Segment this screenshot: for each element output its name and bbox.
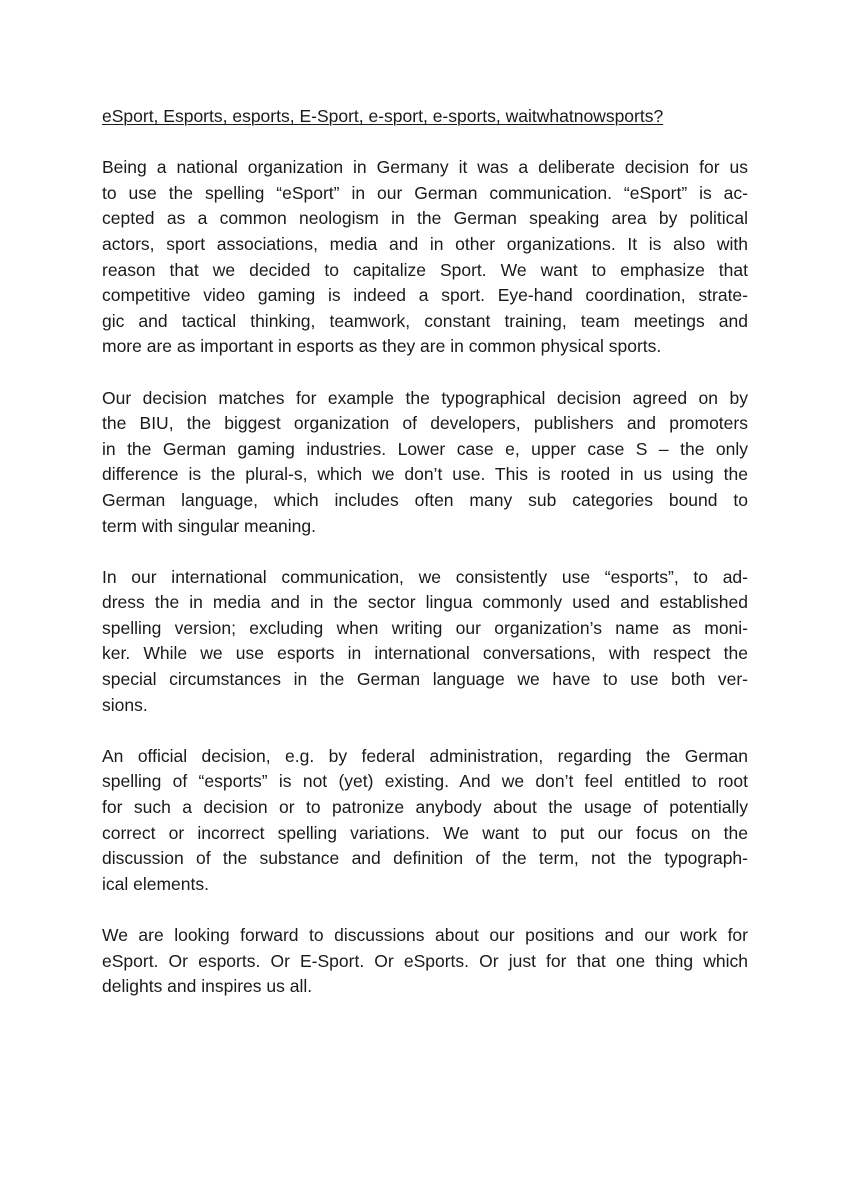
- paragraph-international-communication: [102, 565, 748, 719]
- paragraph-line: reason that we decided to capitalize Sport. We want to emphasize that: [102, 259, 748, 280]
- paragraph-line: cepted as a common neologism in the German speaking area by political: [102, 208, 748, 229]
- paragraph-line: gic and tactical thinking, teamwork, constant training, team meetings and: [102, 310, 748, 331]
- document-title: eSport, Esports, esports, E-Sport, e-sport, e-sports, waitwhatnowsports?: [102, 106, 664, 126]
- paragraph-line: ker. While we use esports in international conversations, with respect the: [102, 643, 748, 664]
- paragraph-line: discussion of the substance and definition of the term, not the typograph-: [102, 848, 748, 869]
- paragraph-line: Our decision matches for example the typographical decision agreed on by: [102, 387, 748, 408]
- paragraph-line: An official decision, e.g. by federal administration, regarding the German: [102, 745, 748, 766]
- paragraph-line: term with singular meaning.: [102, 515, 316, 536]
- paragraph-line: for such a decision or to patronize anybody about the usage of potentially: [102, 797, 748, 818]
- paragraph-line: correct or incorrect spelling variations. We want to put our focus on the: [102, 822, 748, 843]
- paragraph-line: spelling version; excluding when writing our organization’s name as moni-: [102, 617, 748, 638]
- paragraph-closing: [102, 923, 748, 1000]
- paragraph-line: competitive video gaming is indeed a sport. Eye-hand coordination, strate-: [102, 285, 748, 306]
- paragraph-line: to use the spelling “eSport” in our German communication. “eSport” is ac-: [102, 182, 748, 203]
- paragraph-line: special circumstances in the German language we have to use both ver-: [102, 669, 748, 690]
- paragraph-line: the BIU, the biggest organization of developers, publishers and promoters: [102, 413, 748, 434]
- paragraph-line: spelling of “esports” is not (yet) existing. And we don’t feel entitled to root: [102, 771, 748, 792]
- paragraph-spelling-decision: [102, 155, 748, 360]
- paragraph-biu-decision: [102, 386, 748, 540]
- paragraph-line: dress the in media and in the sector lingua commonly used and established: [102, 592, 748, 613]
- document-page: [102, 104, 748, 1025]
- paragraph-line: Being a national organization in Germany it was a deliberate decision for us: [102, 157, 748, 178]
- paragraph-line: difference is the plural-s, which we don’t use. This is rooted in us using the: [102, 464, 748, 485]
- paragraph-line: ical elements.: [102, 873, 209, 894]
- paragraph-official-decision: [102, 744, 748, 898]
- paragraph-line: In our international communication, we consistently use “esports”, to ad-: [102, 566, 748, 587]
- paragraph-line: sions.: [102, 694, 148, 715]
- paragraph-line: We are looking forward to discussions about our positions and our work for: [102, 925, 748, 945]
- paragraph-line: German language, which includes often many sub categories bound to: [102, 489, 748, 510]
- paragraph-line: eSport. Or esports. Or E-Sport. Or eSports. Or just for that one thing which: [102, 950, 748, 971]
- paragraph-line: delights and inspires us all.: [102, 976, 313, 997]
- paragraph-line: actors, sport associations, media and in other organizations. It is also with: [102, 233, 748, 254]
- paragraph-line: in the German gaming industries. Lower case e, upper case S – the only: [102, 438, 748, 459]
- paragraph-line: more are as important in esports as they are in common physical sports.: [102, 336, 662, 357]
